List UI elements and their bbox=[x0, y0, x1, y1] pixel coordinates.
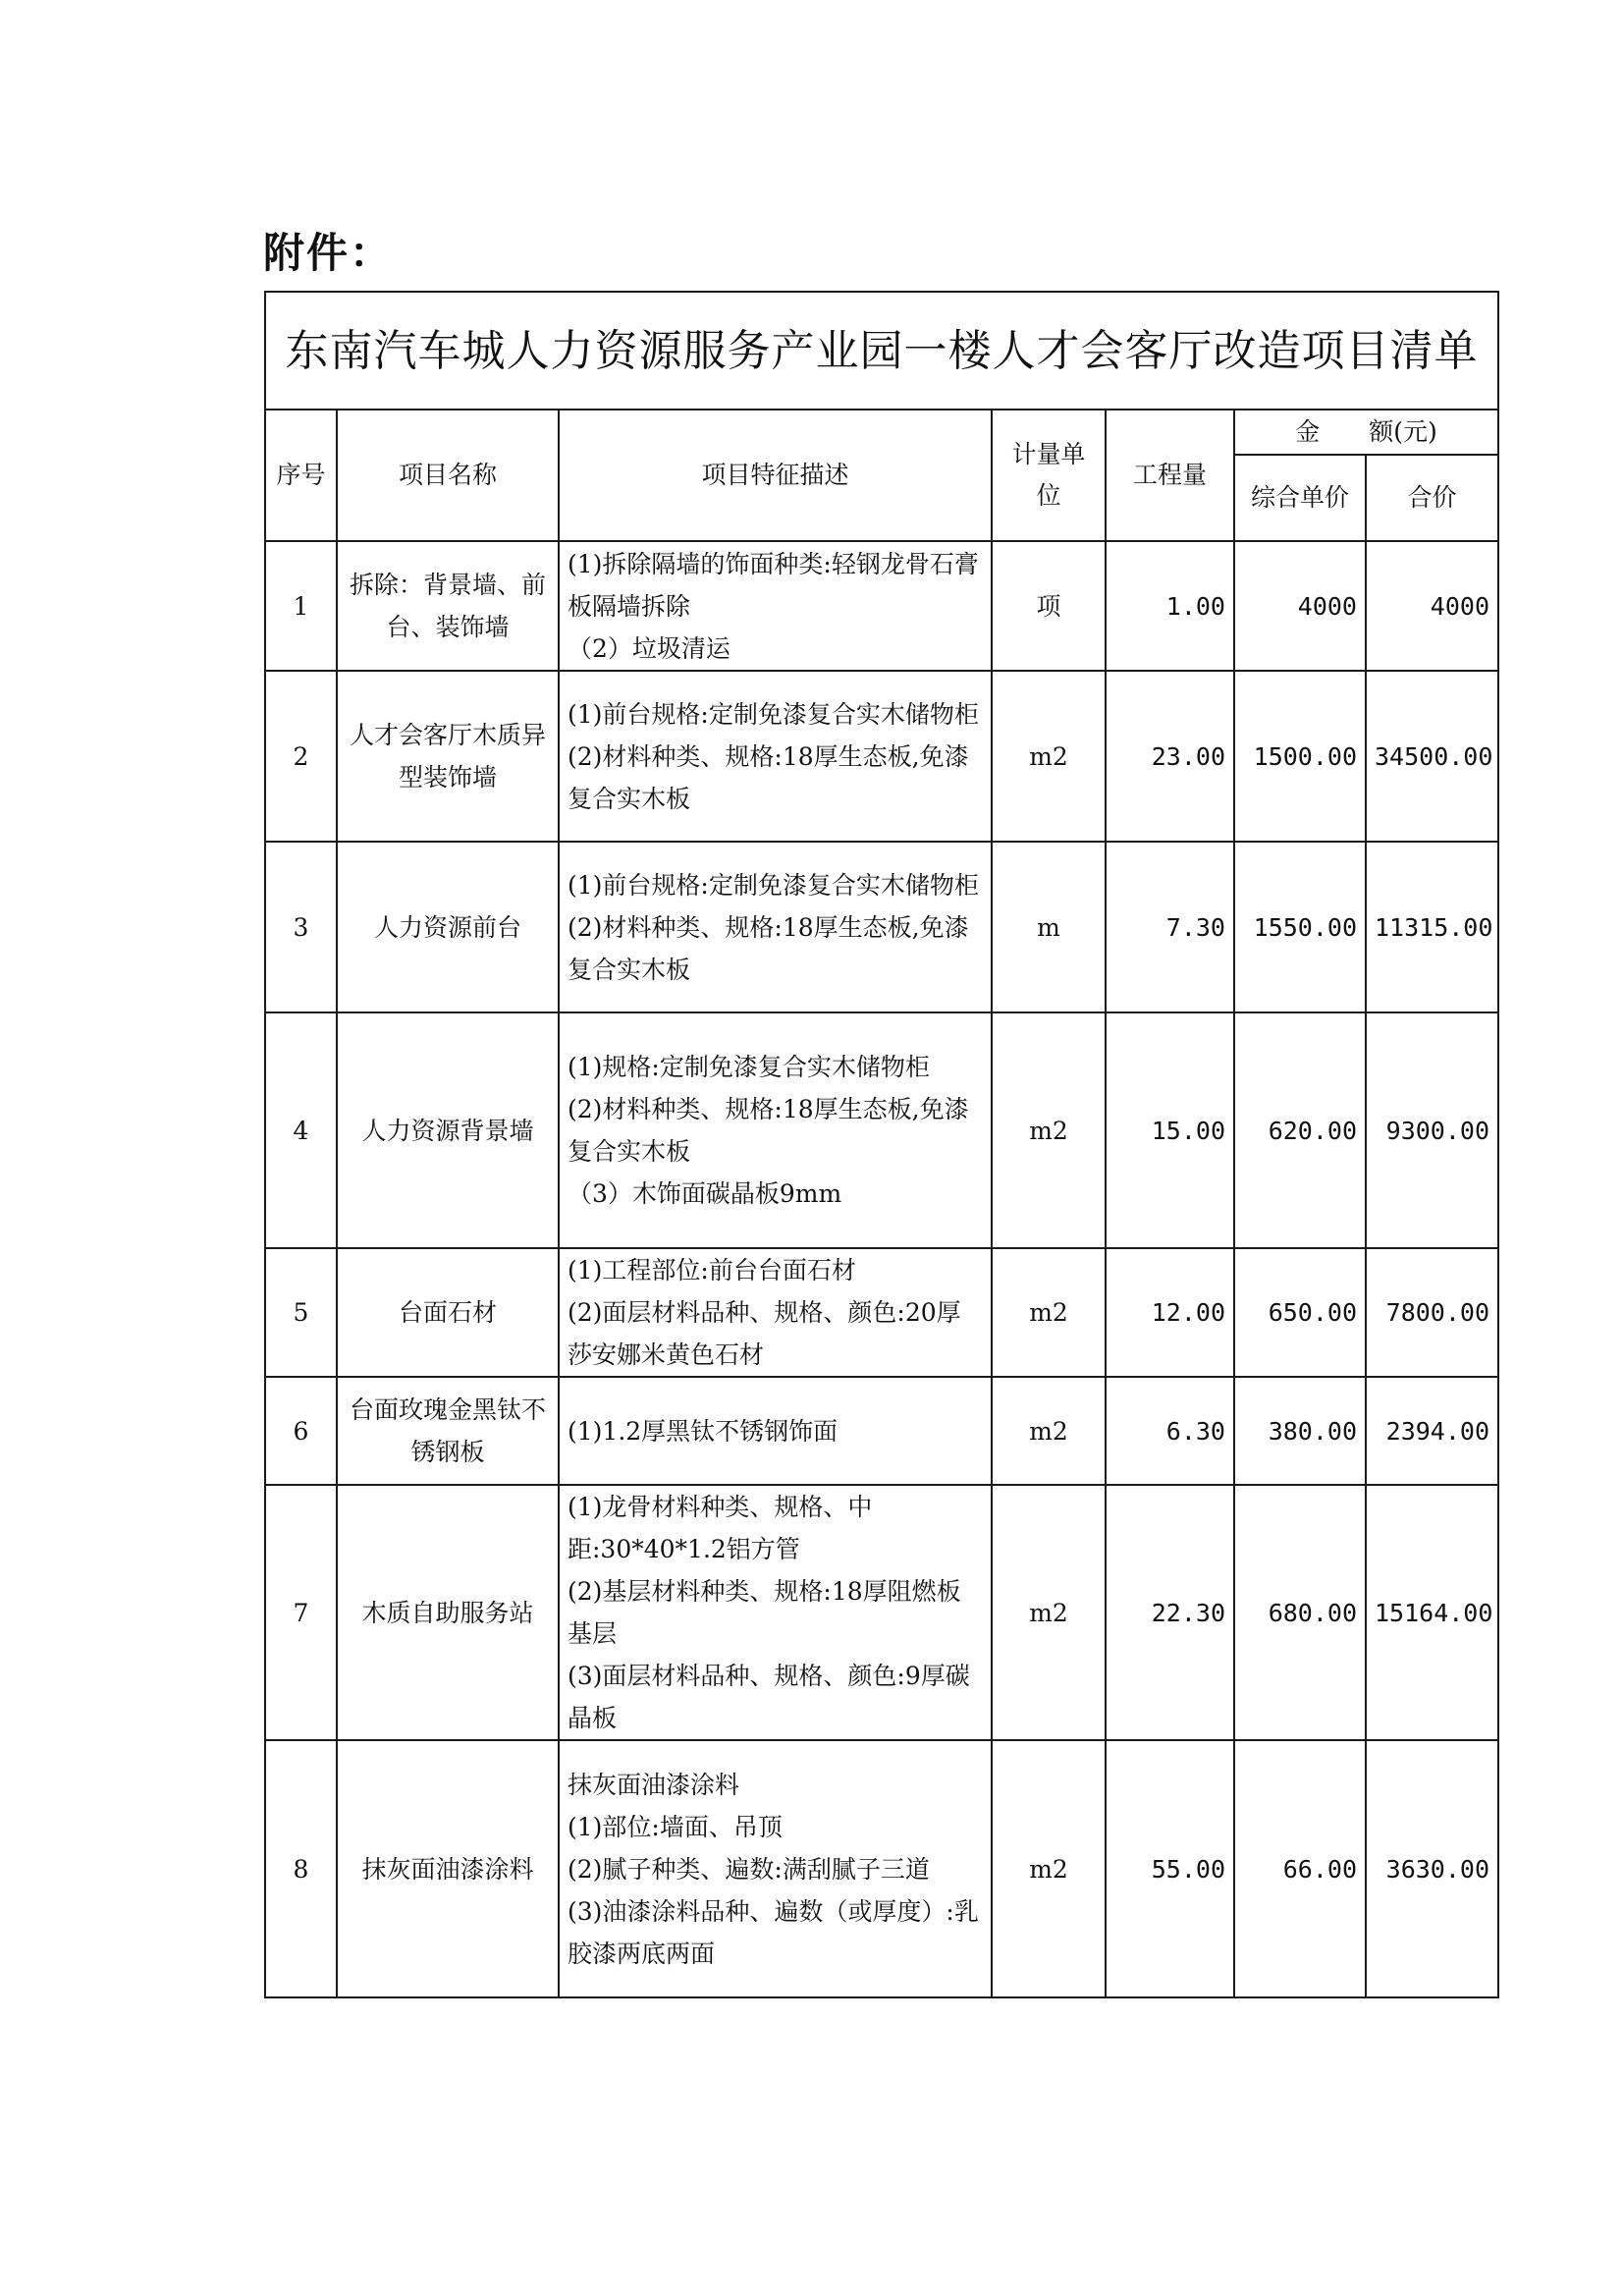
project-list-table bbox=[264, 291, 1499, 1998]
row-desc bbox=[559, 1485, 992, 1740]
desc-line: (2)基层材料种类、规格:18厚阻燃板基层 bbox=[568, 1577, 961, 1648]
desc-line: （3）木饰面碳晶板9mm bbox=[568, 1179, 842, 1208]
header-name: 项目名称 bbox=[337, 410, 559, 541]
table-row bbox=[265, 671, 1498, 842]
row-name: 台面玫瑰金黑钛不锈钢板 bbox=[337, 1377, 559, 1485]
row-desc bbox=[559, 842, 992, 1012]
row-total: 11315.00 bbox=[1366, 842, 1498, 1012]
row-no: 3 bbox=[265, 842, 337, 1012]
row-desc bbox=[559, 1377, 992, 1485]
row-qty: 15.00 bbox=[1106, 1012, 1234, 1248]
row-qty: 22.30 bbox=[1106, 1485, 1234, 1740]
row-name: 人力资源前台 bbox=[337, 842, 559, 1012]
row-desc bbox=[559, 1248, 992, 1377]
table-row bbox=[265, 1740, 1498, 1997]
row-total: 3630.00 bbox=[1366, 1740, 1498, 1997]
attachment-label: 附件： bbox=[263, 229, 394, 277]
desc-line: 抹灰面油漆涂料 bbox=[568, 1770, 740, 1799]
desc-line: (2)材料种类、规格:18厚生态板,免漆复合实木板 bbox=[568, 912, 969, 984]
row-unit: m2 bbox=[992, 1485, 1106, 1740]
row-name: 木质自助服务站 bbox=[337, 1485, 559, 1740]
desc-line: (1)部位:墙面、吊顶 bbox=[568, 1812, 783, 1841]
row-total: 7800.00 bbox=[1366, 1248, 1498, 1377]
row-no: 6 bbox=[265, 1377, 337, 1485]
row-name: 拆除：背景墙、前台、装饰墙 bbox=[337, 541, 559, 671]
desc-line: (1)龙骨材料种类、规格、中距:30*40*1.2铝方管 bbox=[568, 1493, 873, 1563]
row-qty: 1.00 bbox=[1106, 541, 1234, 671]
table-row bbox=[265, 1012, 1498, 1248]
row-no: 7 bbox=[265, 1485, 337, 1740]
row-qty: 23.00 bbox=[1106, 671, 1234, 842]
row-desc bbox=[559, 1012, 992, 1248]
row-desc bbox=[559, 541, 992, 671]
row-unit: m2 bbox=[992, 671, 1106, 842]
header-no: 序号 bbox=[265, 410, 337, 541]
row-name: 抹灰面油漆涂料 bbox=[337, 1740, 559, 1997]
desc-line: (2)面层材料品种、规格、颜色:20厚莎安娜米黄色石材 bbox=[568, 1298, 961, 1369]
table-title: 东南汽车城人力资源服务产业园一楼人才会客厅改造项目清单 bbox=[265, 292, 1498, 410]
row-unit: m2 bbox=[992, 1740, 1106, 1997]
header-desc: 项目特征描述 bbox=[559, 410, 992, 541]
row-no: 2 bbox=[265, 671, 337, 842]
row-unit-price: 380.00 bbox=[1234, 1377, 1366, 1485]
header-unit-price: 综合单价 bbox=[1234, 455, 1366, 541]
table-row bbox=[265, 1377, 1498, 1485]
desc-line: （2）垃圾清运 bbox=[568, 633, 730, 663]
desc-line: (1)前台规格:定制免漆复合实木储物柜 bbox=[568, 870, 979, 900]
row-unit-price: 66.00 bbox=[1234, 1740, 1366, 1997]
row-unit: m2 bbox=[992, 1012, 1106, 1248]
row-unit-price: 4000 bbox=[1234, 541, 1366, 671]
row-qty: 6.30 bbox=[1106, 1377, 1234, 1485]
row-unit-price: 680.00 bbox=[1234, 1485, 1366, 1740]
row-qty: 7.30 bbox=[1106, 842, 1234, 1012]
header-row bbox=[265, 410, 1498, 455]
desc-line: (1)前台规格:定制免漆复合实木储物柜 bbox=[568, 699, 979, 729]
row-name: 台面石材 bbox=[337, 1248, 559, 1377]
row-unit: m bbox=[992, 842, 1106, 1012]
row-desc bbox=[559, 671, 992, 842]
table-row bbox=[265, 842, 1498, 1012]
title-row bbox=[265, 292, 1498, 410]
row-unit: m2 bbox=[992, 1377, 1106, 1485]
desc-line: (2)材料种类、规格:18厚生态板,免漆复合实木板 bbox=[568, 1095, 969, 1166]
header-amount-group: 金 额(元) bbox=[1234, 410, 1498, 455]
row-unit-price: 1550.00 bbox=[1234, 842, 1366, 1012]
row-no: 4 bbox=[265, 1012, 337, 1248]
row-name: 人力资源背景墙 bbox=[337, 1012, 559, 1248]
desc-line: (3)油漆涂料品种、遍数（或厚度）:乳胶漆两底两面 bbox=[568, 1896, 979, 1968]
row-desc bbox=[559, 1740, 992, 1997]
row-total: 15164.00 bbox=[1366, 1485, 1498, 1740]
header-total: 合价 bbox=[1366, 455, 1498, 541]
row-no: 1 bbox=[265, 541, 337, 671]
row-qty: 12.00 bbox=[1106, 1248, 1234, 1377]
row-unit-price: 620.00 bbox=[1234, 1012, 1366, 1248]
row-qty: 55.00 bbox=[1106, 1740, 1234, 1997]
row-unit-price: 650.00 bbox=[1234, 1248, 1366, 1377]
desc-line: (1)1.2厚黑钛不锈钢饰面 bbox=[568, 1416, 839, 1446]
table-row bbox=[265, 1485, 1498, 1740]
desc-line: (3)面层材料品种、规格、颜色:9厚碳晶板 bbox=[568, 1662, 970, 1732]
row-total: 34500.00 bbox=[1366, 671, 1498, 842]
table-row bbox=[265, 541, 1498, 671]
row-unit: 项 bbox=[992, 541, 1106, 671]
desc-line: (2)腻子种类、遍数:满刮腻子三道 bbox=[568, 1854, 930, 1884]
desc-line: (2)材料种类、规格:18厚生态板,免漆复合实木板 bbox=[568, 741, 969, 813]
row-total: 2394.00 bbox=[1366, 1377, 1498, 1485]
desc-line: (1)拆除隔墙的饰面种类:轻钢龙骨石膏板隔墙拆除 bbox=[568, 549, 979, 621]
desc-line: (1)工程部位:前台台面石材 bbox=[568, 1256, 856, 1285]
header-qty: 工程量 bbox=[1106, 410, 1234, 541]
row-total: 4000 bbox=[1366, 541, 1498, 671]
row-no: 8 bbox=[265, 1740, 337, 1997]
row-unit-price: 1500.00 bbox=[1234, 671, 1366, 842]
row-total: 9300.00 bbox=[1366, 1012, 1498, 1248]
table-row bbox=[265, 1248, 1498, 1377]
desc-line: (1)规格:定制免漆复合实木储物柜 bbox=[568, 1053, 930, 1081]
row-name: 人才会客厅木质异型装饰墙 bbox=[337, 671, 559, 842]
row-no: 5 bbox=[265, 1248, 337, 1377]
row-unit: m2 bbox=[992, 1248, 1106, 1377]
header-unit: 计量单位 bbox=[992, 410, 1106, 541]
